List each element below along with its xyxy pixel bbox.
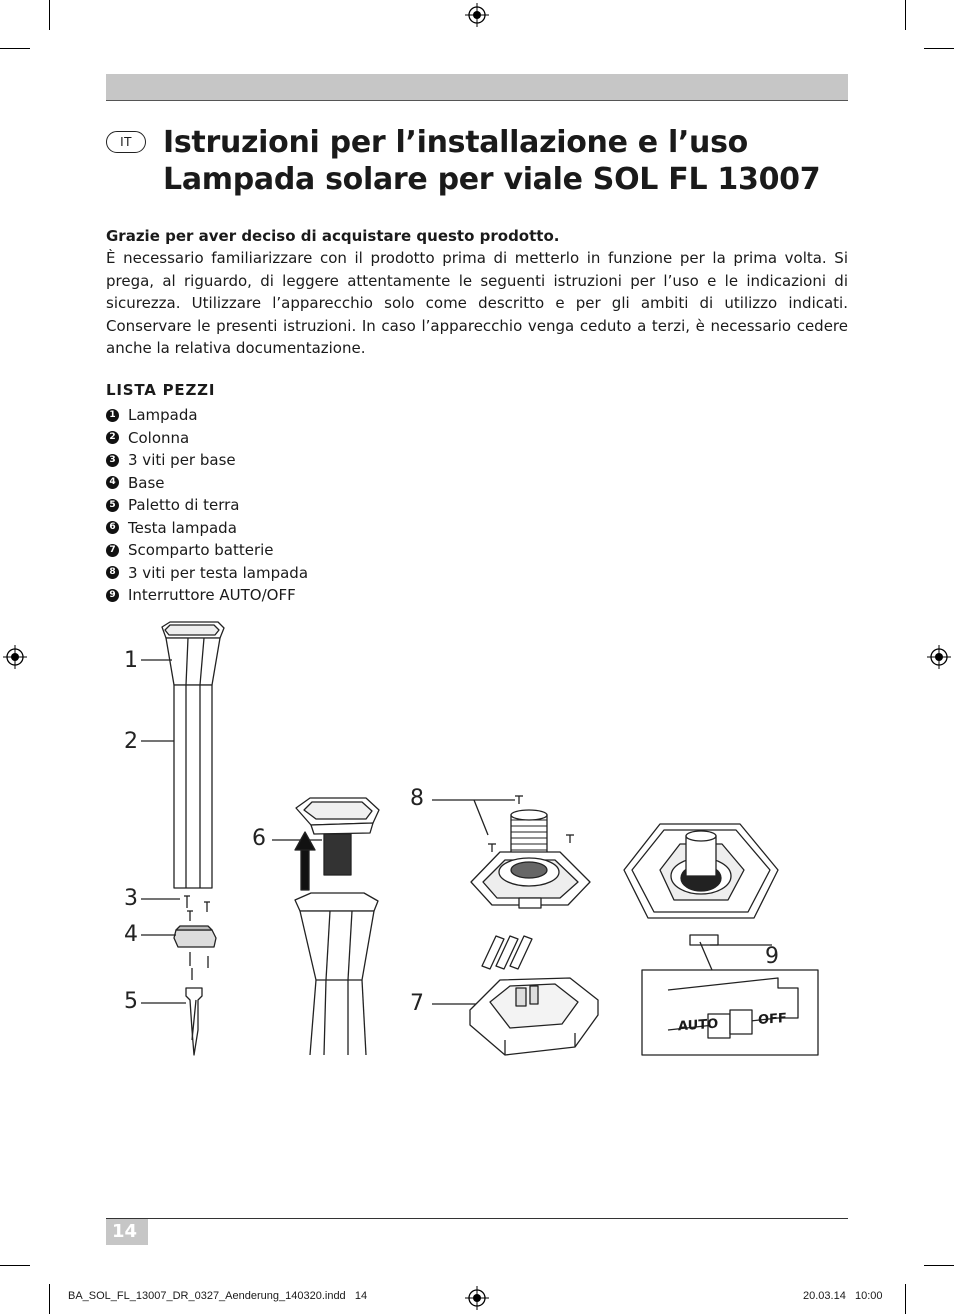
figure-label-4: 4 bbox=[124, 922, 138, 947]
part-number-badge: 2 bbox=[106, 431, 119, 444]
part-number-badge: 4 bbox=[106, 476, 119, 489]
part-number-badge: 7 bbox=[106, 544, 119, 557]
language-badge: IT bbox=[106, 131, 146, 153]
crop-mark bbox=[49, 1284, 50, 1314]
part-label: Interruttore AUTO/OFF bbox=[128, 586, 296, 604]
switch-detail-illustration bbox=[624, 824, 818, 1055]
crop-mark bbox=[924, 1265, 954, 1266]
part-number-badge: 6 bbox=[106, 521, 119, 534]
part-number-badge: 9 bbox=[106, 589, 119, 602]
parts-list-item bbox=[106, 404, 308, 427]
part-label: 3 viti per base bbox=[128, 451, 236, 469]
assembly-illustration bbox=[0, 600, 954, 1070]
part-label: Base bbox=[128, 473, 165, 492]
batteries-illustration bbox=[482, 936, 532, 969]
registration-mark-icon bbox=[465, 3, 489, 27]
footer-date: 20.03.14 10:00 bbox=[803, 1290, 883, 1302]
parts-list-item bbox=[106, 517, 308, 540]
part-number-badge: 1 bbox=[106, 409, 119, 422]
header-bar bbox=[106, 74, 848, 101]
parts-list-item bbox=[106, 449, 308, 472]
title-line-2: Lampada solare per viale SOL FL 13007 bbox=[163, 162, 821, 197]
parts-list-item bbox=[106, 472, 308, 495]
parts-list bbox=[106, 404, 308, 607]
part-label: 3 viti per testa lampada bbox=[128, 563, 309, 582]
page-number: 14 bbox=[106, 1219, 148, 1245]
figure-label-7: 7 bbox=[410, 991, 424, 1016]
part-number-badge: 3 bbox=[106, 454, 119, 467]
crop-mark bbox=[0, 1265, 30, 1266]
footer-rule bbox=[106, 1218, 848, 1219]
title-line-1: Istruzioni per l’installazione e l’uso bbox=[163, 125, 748, 160]
parts-list-item bbox=[106, 494, 308, 517]
part-label: Scomparto batterie bbox=[128, 541, 274, 559]
figure-label-3: 3 bbox=[124, 886, 138, 911]
part-number-badge: 8 bbox=[106, 566, 119, 579]
figure-label-8: 8 bbox=[410, 786, 424, 811]
part-number-badge: 5 bbox=[106, 499, 119, 512]
threaded-head-illustration bbox=[432, 796, 590, 908]
part-label: Paletto di terra bbox=[128, 496, 240, 514]
crop-mark bbox=[905, 1284, 906, 1314]
crop-mark bbox=[924, 48, 954, 49]
intro-body: È necessario familiarizzare con il prodotto prima di metterlo in funzione per la prima volta. Si prega, al riguardo, di leggere attentamente le seguenti istruzioni per l’uso e le indicazioni di sicurezza. Utilizzare l’apparecchio solo come descritto e per gli ambiti di utilizzo indicati. Conservare le presenti istruzioni. In caso l’apparecchio venga ceduto a terzi, è necessario cedere anche la relativa documentazione. bbox=[106, 249, 848, 358]
registration-mark-icon bbox=[465, 1286, 489, 1310]
crop-mark bbox=[49, 0, 50, 30]
figure-label-9: 9 bbox=[765, 944, 779, 969]
crop-mark bbox=[905, 0, 906, 30]
intro-section bbox=[106, 225, 848, 359]
figure-label-6: 6 bbox=[252, 826, 266, 851]
figure-label-5: 5 bbox=[124, 989, 138, 1014]
assembled-lamp-illustration bbox=[162, 622, 224, 1055]
intro-lead: Grazie per aver deciso di acquistare questo prodotto. bbox=[106, 227, 560, 245]
parts-list-item bbox=[106, 539, 308, 562]
switch-auto-label: AUTO bbox=[678, 1016, 719, 1035]
footer-file-info: BA_SOL_FL_13007_DR_0327_Aenderung_140320.indd 14 bbox=[68, 1290, 368, 1302]
parts-heading: LISTA PEZZI bbox=[106, 381, 216, 399]
figure-label-2: 2 bbox=[124, 729, 138, 754]
switch-off-label: OFF bbox=[758, 1010, 787, 1029]
column-illustration bbox=[295, 893, 378, 1055]
figure-label-1: 1 bbox=[124, 648, 138, 673]
page-title bbox=[163, 124, 863, 198]
parts-list-item bbox=[106, 562, 308, 585]
parts-list-item bbox=[106, 427, 308, 450]
crop-mark bbox=[0, 48, 30, 49]
part-label: Testa lampada bbox=[128, 518, 237, 537]
battery-compartment-illustration bbox=[432, 978, 598, 1055]
part-label: Lampada bbox=[128, 406, 198, 424]
part-label: Colonna bbox=[128, 428, 190, 447]
